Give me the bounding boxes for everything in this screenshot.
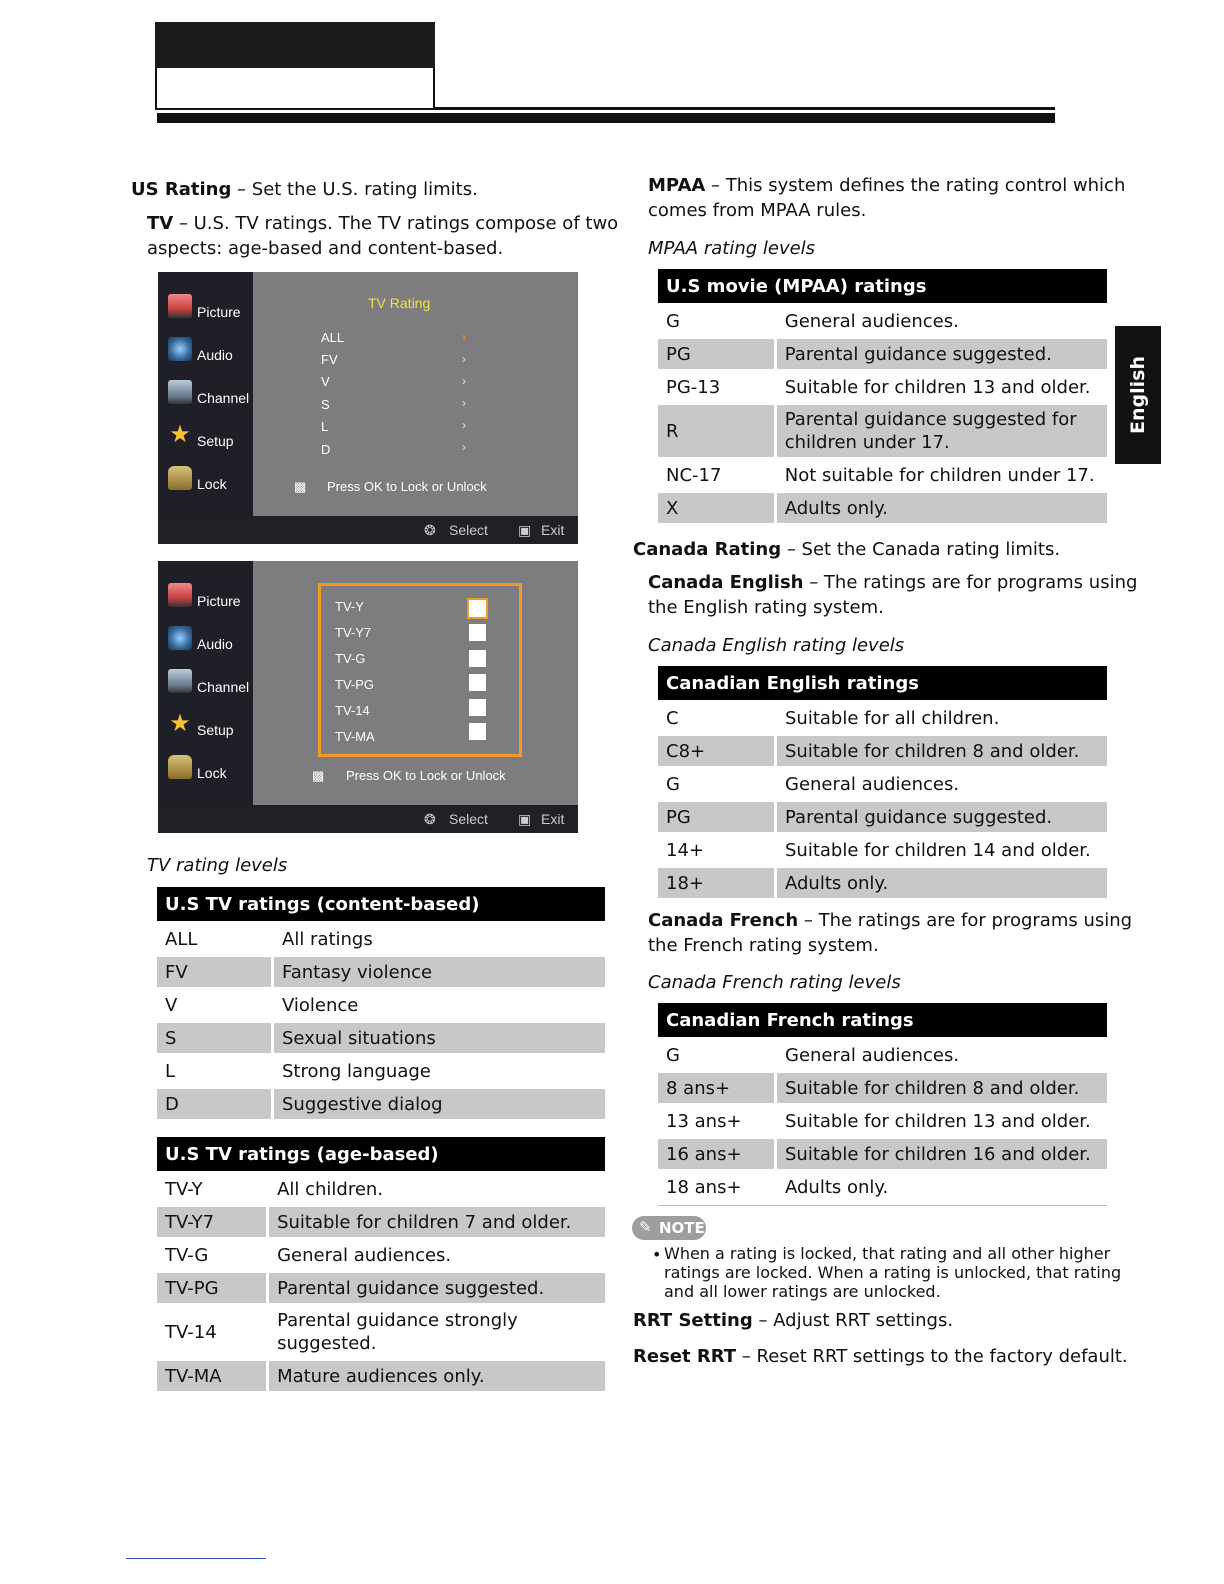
menu-footer [158, 805, 578, 833]
select-icon: ❂ [424, 811, 436, 827]
rating-code: PG [658, 339, 777, 369]
table-row [157, 1361, 605, 1391]
lock-checkbox [469, 650, 486, 667]
rating-desc: Mature audiences only. [269, 1361, 605, 1391]
lock-hint: Press OK to Lock or Unlock [327, 479, 487, 494]
table-bottom-rule [658, 1205, 1107, 1206]
sidebar-label: Lock [197, 476, 227, 492]
note-label: NOTE [659, 1219, 705, 1237]
rating-desc: General audiences. [277, 1244, 452, 1266]
table-header: Canadian English ratings [658, 666, 1107, 700]
table-row [658, 493, 1107, 523]
table-row [658, 802, 1107, 832]
table-row [157, 1023, 605, 1053]
table-row [658, 868, 1107, 898]
audio-icon [168, 337, 192, 361]
rating-desc: Suitable for children 7 and older. [269, 1207, 605, 1237]
rrt-setting-term: RRT Setting [633, 1310, 753, 1331]
chevron-right-icon: › [462, 440, 466, 454]
footer-exit: Exit [541, 522, 565, 538]
rating-desc: Parental guidance strongly suggested. [277, 1310, 518, 1354]
rating-code: PG-13 [666, 376, 721, 398]
chevron-right-icon: › [462, 330, 466, 344]
rating-code: S [157, 1023, 274, 1053]
canada-english-line1 [648, 571, 1137, 595]
lock-hint-icon: ▩ [312, 768, 325, 783]
language-tab [1115, 326, 1161, 464]
table-row [658, 769, 1107, 799]
mpaa-term: MPAA [648, 175, 706, 196]
rating-desc: Strong language [282, 1060, 431, 1082]
reset-rrt-term: Reset RRT [633, 1346, 737, 1367]
us-rating-term: US Rating [131, 179, 232, 200]
canada-rating-paragraph [633, 538, 1060, 562]
rating-code: X [658, 493, 777, 523]
rating-code: 18+ [658, 868, 777, 898]
note-line: When a rating is locked, that rating and all other higher [664, 1244, 1111, 1263]
sidebar-label: Lock [197, 765, 227, 781]
menu-option: TV-Y7 [335, 625, 372, 640]
menu-option: ALL [321, 330, 345, 345]
canada-english-caption: Canada English rating levels [648, 635, 905, 656]
note-badge [632, 1216, 706, 1240]
header-rule-thin [435, 107, 1055, 110]
rating-code: TV-MA [157, 1361, 269, 1391]
table-row [658, 736, 1107, 766]
rating-desc: Suggestive dialog [274, 1089, 605, 1119]
rating-desc: Parental guidance suggested. [269, 1273, 605, 1303]
mpaa-desc-line2: comes from MPAA rules. [648, 200, 867, 221]
select-icon: ❂ [424, 522, 436, 538]
rating-code: 16 ans+ [658, 1139, 777, 1169]
rating-code: 8 ans+ [658, 1073, 777, 1103]
rating-code: R [658, 405, 777, 457]
rrt-setting-paragraph [633, 1309, 953, 1333]
table-row [157, 924, 605, 954]
sidebar-label: Audio [197, 636, 233, 652]
rating-desc: Sexual situations [274, 1023, 605, 1053]
table-row [658, 1040, 1107, 1070]
canada-french-desc-line2: the French rating system. [648, 935, 879, 956]
chevron-right-icon: › [462, 418, 466, 432]
table-row [658, 405, 1107, 457]
footer-exit: Exit [541, 811, 565, 827]
rating-desc: All ratings [282, 928, 373, 950]
sidebar-item-channel [158, 665, 253, 705]
table-row [157, 1174, 605, 1204]
table-row [658, 1139, 1107, 1169]
note-text [664, 1244, 1124, 1301]
sidebar-label: Setup [197, 722, 234, 738]
lock-checkbox [469, 600, 486, 617]
rating-code: G [666, 1044, 680, 1066]
rating-code: TV-Y [165, 1178, 203, 1200]
menu-option: D [321, 442, 331, 457]
rating-code: 18 ans+ [666, 1176, 742, 1198]
sidebar-item-setup [158, 708, 253, 748]
exit-icon: ▣ [518, 811, 532, 827]
table-row [658, 835, 1107, 865]
rating-desc: Suitable for children 16 and older. [777, 1139, 1107, 1169]
rating-desc: Parental guidance suggested. [777, 339, 1107, 369]
mpaa-desc-line1: – This system defines the rating control which [705, 175, 1126, 196]
tv-rating-menu-screenshot [158, 272, 578, 544]
channel-icon [168, 669, 192, 693]
rating-desc: Suitable for children 13 and older. [784, 376, 1091, 398]
sidebar-item-channel [158, 376, 253, 416]
canada-rating-term: Canada Rating [633, 539, 782, 560]
menu-option: S [321, 397, 330, 412]
menu-option: TV-MA [335, 729, 375, 744]
rating-code: FV [157, 957, 274, 987]
menu-option: TV-PG [335, 677, 375, 692]
pencil-icon: ✎ [639, 1218, 652, 1236]
tv-levels-caption: TV rating levels [147, 855, 288, 876]
channel-icon [168, 380, 192, 404]
table-row [157, 1273, 605, 1303]
menu-option: TV-14 [335, 703, 370, 718]
canada-french-ratings-table [658, 1000, 1107, 1205]
lock-checkbox [469, 624, 486, 641]
menu-option: L [321, 419, 329, 434]
sidebar-item-picture [158, 290, 253, 330]
canada-english-desc-line2: the English rating system. [648, 597, 884, 618]
us-rating-desc: – Set the U.S. rating limits. [231, 179, 478, 200]
note-line: ratings are locked. When a rating is unlocked, that rating [664, 1263, 1122, 1282]
star-icon: ★ [169, 421, 191, 448]
rating-code: V [165, 994, 178, 1016]
table-row [157, 1207, 605, 1237]
table-row [157, 1306, 605, 1358]
sidebar-label: Setup [197, 433, 234, 449]
rating-code: C8+ [658, 736, 777, 766]
rating-desc: General audiences. [784, 310, 959, 332]
tv-desc-line2: aspects: age-based and content-based. [147, 238, 504, 259]
rating-code: 14+ [666, 839, 704, 861]
footer-rule [126, 1558, 266, 1559]
sidebar-item-setup [158, 419, 253, 459]
padlock-icon [168, 755, 192, 779]
table-row [157, 1056, 605, 1086]
sidebar-item-lock [158, 751, 253, 791]
canada-english-desc-line1: – The ratings are for programs using [803, 572, 1138, 593]
rating-code: C [666, 707, 679, 729]
reset-rrt-paragraph [633, 1345, 1128, 1369]
lock-hint-icon: ▩ [294, 479, 307, 494]
rating-code: TV-PG [157, 1273, 269, 1303]
picture-icon [168, 294, 192, 318]
rating-desc: Suitable for children 8 and older. [777, 1073, 1107, 1103]
chevron-right-icon: › [462, 352, 466, 366]
rating-code: L [165, 1060, 176, 1082]
table-header: U.S TV ratings (content-based) [157, 887, 605, 921]
sidebar-label: Channel [197, 679, 250, 695]
rating-code: ALL [165, 928, 198, 950]
table-row [157, 1089, 605, 1119]
menu-footer [158, 516, 578, 544]
menu-option: V [321, 374, 330, 389]
sidebar-label: Audio [197, 347, 233, 363]
tv-age-ratings-table [157, 1134, 605, 1394]
table-row [658, 703, 1107, 733]
canada-english-ratings-table [658, 663, 1107, 901]
table-row [658, 1073, 1107, 1103]
rating-desc: Adults only. [777, 493, 1107, 523]
canada-rating-desc: – Set the Canada rating limits. [781, 539, 1061, 560]
rating-code: G [666, 773, 680, 795]
lock-checkbox [469, 674, 486, 691]
rating-desc: Suitable for children 8 and older. [777, 736, 1107, 766]
menu-option: FV [321, 352, 338, 367]
canada-french-line1 [648, 909, 1132, 933]
exit-icon: ▣ [518, 522, 532, 538]
sidebar-item-audio [158, 333, 253, 373]
canada-english-term: Canada English [648, 572, 804, 593]
table-row [658, 1106, 1107, 1136]
table-row [658, 460, 1107, 490]
rating-desc: Not suitable for children under 17. [784, 464, 1095, 486]
tv-age-rating-menu-screenshot [158, 561, 578, 833]
table-row [658, 306, 1107, 336]
rating-desc: Adults only. [777, 868, 1107, 898]
audio-icon [168, 626, 192, 650]
table-row [658, 1172, 1107, 1202]
tv-term: TV [147, 213, 174, 234]
chevron-right-icon: › [462, 396, 466, 410]
rating-code: G [666, 310, 680, 332]
footer-select: Select [449, 811, 488, 827]
language-tab-label: English [1127, 356, 1149, 434]
picture-icon [168, 583, 192, 607]
rating-code: 13 ans+ [666, 1110, 742, 1132]
rating-desc: Fantasy violence [274, 957, 605, 987]
table-row [157, 957, 605, 987]
footer-select: Select [449, 522, 488, 538]
rating-desc: Parental guidance suggested for children under 17. [777, 405, 1107, 457]
menu-option: TV-Y [335, 599, 364, 614]
rating-desc: All children. [277, 1178, 384, 1200]
table-header: U.S TV ratings (age-based) [157, 1137, 605, 1171]
table-row [157, 990, 605, 1020]
padlock-icon [168, 466, 192, 490]
chevron-right-icon: › [462, 374, 466, 388]
tv-paragraph-line1 [147, 212, 618, 236]
table-row [157, 1240, 605, 1270]
rating-code: TV-14 [165, 1321, 217, 1343]
table-header: U.S movie (MPAA) ratings [658, 269, 1107, 303]
rating-code: TV-Y7 [157, 1207, 269, 1237]
canada-french-term: Canada French [648, 910, 799, 931]
rating-desc: Suitable for children 14 and older. [785, 839, 1091, 861]
star-icon: ★ [169, 710, 191, 737]
rating-desc: General audiences. [785, 1044, 960, 1066]
rating-code: NC-17 [666, 464, 722, 486]
rating-code: PG [658, 802, 777, 832]
rating-desc: Suitable for children 13 and older. [785, 1110, 1091, 1132]
table-header: Canadian French ratings [658, 1003, 1107, 1037]
sidebar-item-picture [158, 579, 253, 619]
rating-desc: Suitable for all children. [785, 707, 1000, 729]
note-line: and all lower ratings are unlocked. [664, 1282, 941, 1301]
table-row [658, 339, 1107, 369]
rating-desc: General audiences. [785, 773, 960, 795]
menu-title: TV Rating [368, 295, 431, 311]
sidebar-label: Channel [197, 390, 250, 406]
rating-desc: Parental guidance suggested. [777, 802, 1107, 832]
canada-french-caption: Canada French rating levels [648, 972, 901, 993]
canada-french-desc-line1: – The ratings are for programs using [798, 910, 1133, 931]
rating-code: TV-G [165, 1244, 209, 1266]
rrt-setting-desc: – Adjust RRT settings. [752, 1310, 954, 1331]
mpaa-ratings-table [658, 266, 1107, 526]
sidebar-label: Picture [197, 593, 241, 609]
sidebar-item-lock [158, 462, 253, 502]
rating-desc: Adults only. [785, 1176, 889, 1198]
menu-option: TV-G [335, 651, 366, 666]
tv-desc-line1: – U.S. TV ratings. The TV ratings compose of two [173, 213, 619, 234]
note-bullet: • [652, 1245, 662, 1264]
header-dark-band [155, 22, 435, 68]
rating-code: D [157, 1089, 274, 1119]
us-rating-paragraph [131, 178, 478, 202]
table-row [658, 372, 1107, 402]
lock-checkbox [469, 723, 486, 740]
lock-hint: Press OK to Lock or Unlock [346, 768, 506, 783]
header-rule-thick [157, 113, 1055, 123]
sidebar-item-audio [158, 622, 253, 662]
tv-content-ratings-table [157, 884, 605, 1122]
reset-rrt-desc: – Reset RRT settings to the factory default. [736, 1346, 1128, 1367]
sidebar-label: Picture [197, 304, 241, 320]
mpaa-caption: MPAA rating levels [648, 238, 816, 259]
mpaa-paragraph-line1 [648, 174, 1125, 198]
lock-checkbox [469, 699, 486, 716]
rating-desc: Violence [282, 994, 359, 1016]
